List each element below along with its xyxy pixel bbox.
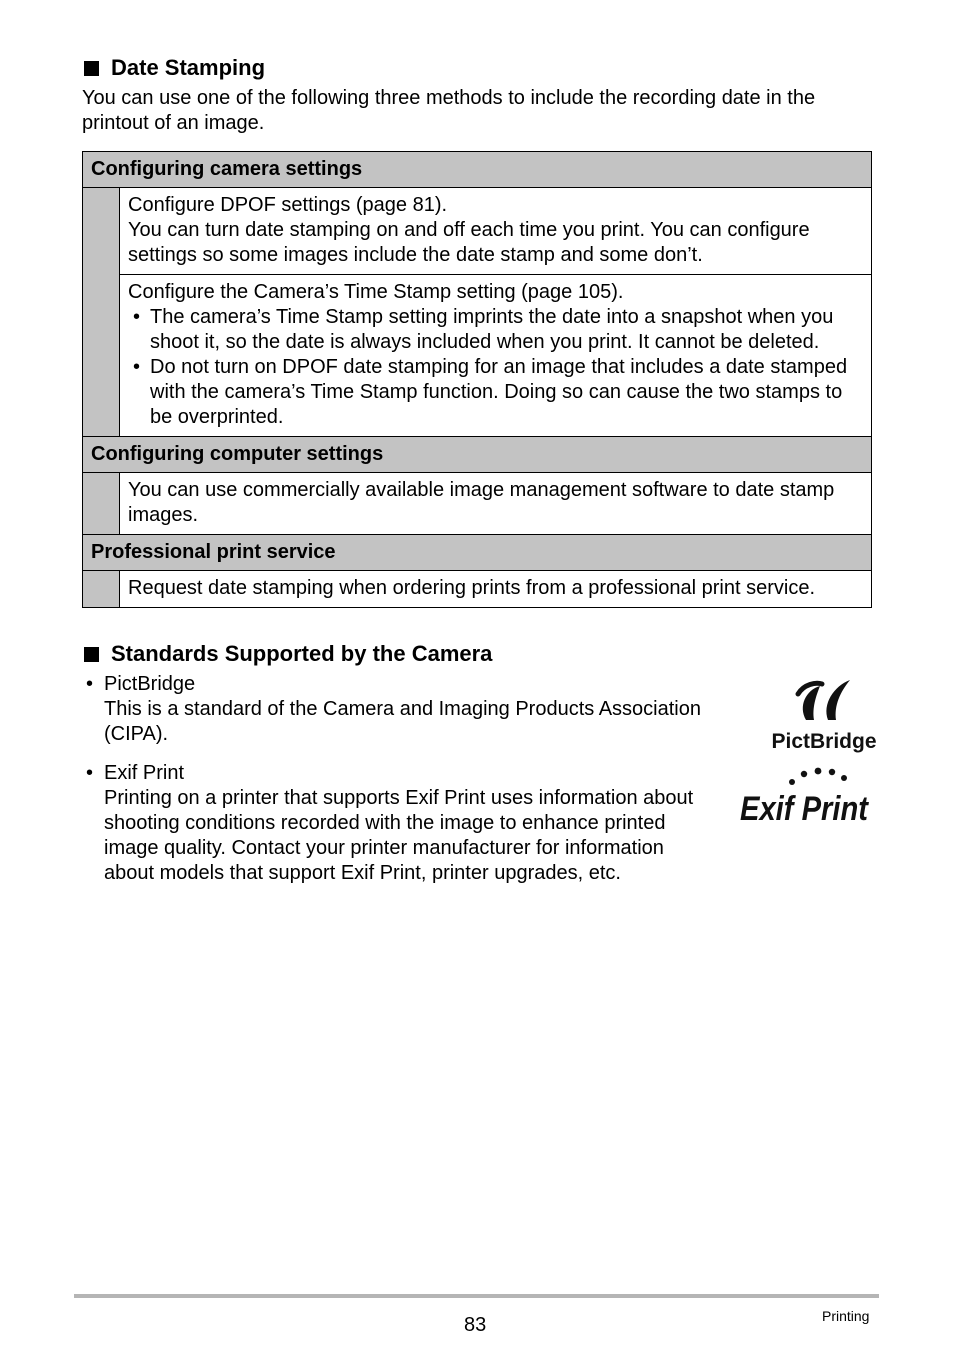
pictbridge-item [84, 672, 744, 747]
exif-desc: Printing on a printer that supports Exif Print uses information about shooting conditions recorded with the image to enhance printed image quality. Contact your printer manufacturer for information about models that support Exif Print, printer upgrades, etc. [104, 787, 694, 884]
standards-heading: Standards Supported by the Camera [84, 643, 492, 665]
timestamp-bullets [128, 305, 863, 430]
computer-settings-body: You can use commercially available image management software to date stamp images. [120, 473, 872, 535]
dpof-title: Configure DPOF settings (page 81). [128, 194, 448, 216]
pictbridge-name: • PictBridge [84, 672, 744, 697]
square-bullet-icon [84, 647, 99, 662]
date-stamping-methods-table [82, 151, 872, 608]
print-service-body: Request date stamping when ordering prints from a professional print service. [120, 571, 872, 608]
exif-print-logo-text: Exif Print [740, 790, 870, 828]
table-gutter [83, 571, 120, 608]
page-number: 83 [464, 1314, 487, 1336]
list-item: • Do not turn on DPOF date stamping for an image that includes a date stamped with the camera’s Time Stamp function. Doing so can cause the two stamps to be overprinted. [128, 355, 863, 430]
exif-item [84, 761, 774, 886]
camera-settings-header: Configuring camera settings [83, 152, 872, 188]
timestamp-title: Configure the Camera’s Time Stamp setting (page 105). [128, 281, 624, 303]
pictbridge-logo-icon [771, 676, 877, 756]
timestamp-cell [120, 275, 872, 437]
print-service-header: Professional print service [83, 535, 872, 571]
footer-rule [74, 1294, 879, 1298]
dpof-body: You can turn date stamping on and off each time you print. You can configure settings so some images include the date stamp and some don’t. [128, 219, 810, 266]
footer-section-label: Printing [822, 1308, 870, 1324]
date-stamping-intro: You can use one of the following three methods to include the recording date in the printout of an image. [82, 87, 816, 134]
pictbridge-desc: This is a standard of the Camera and Imaging Products Association (CIPA). [104, 698, 701, 745]
pictbridge-logo-text: PictBridge [771, 730, 877, 753]
table-gutter [83, 188, 120, 437]
list-item: • The camera’s Time Stamp setting imprints the date into a snapshot when you shoot it, so the date is always included when you print. It cannot be deleted. [128, 305, 863, 355]
exif-name: • Exif Print [84, 761, 774, 786]
square-bullet-icon [84, 61, 99, 76]
exif-print-logo-icon [738, 764, 872, 828]
dpof-cell [120, 188, 872, 275]
date-stamping-heading: Date Stamping [84, 57, 265, 79]
table-gutter [83, 473, 120, 535]
computer-settings-header: Configuring computer settings [83, 437, 872, 473]
